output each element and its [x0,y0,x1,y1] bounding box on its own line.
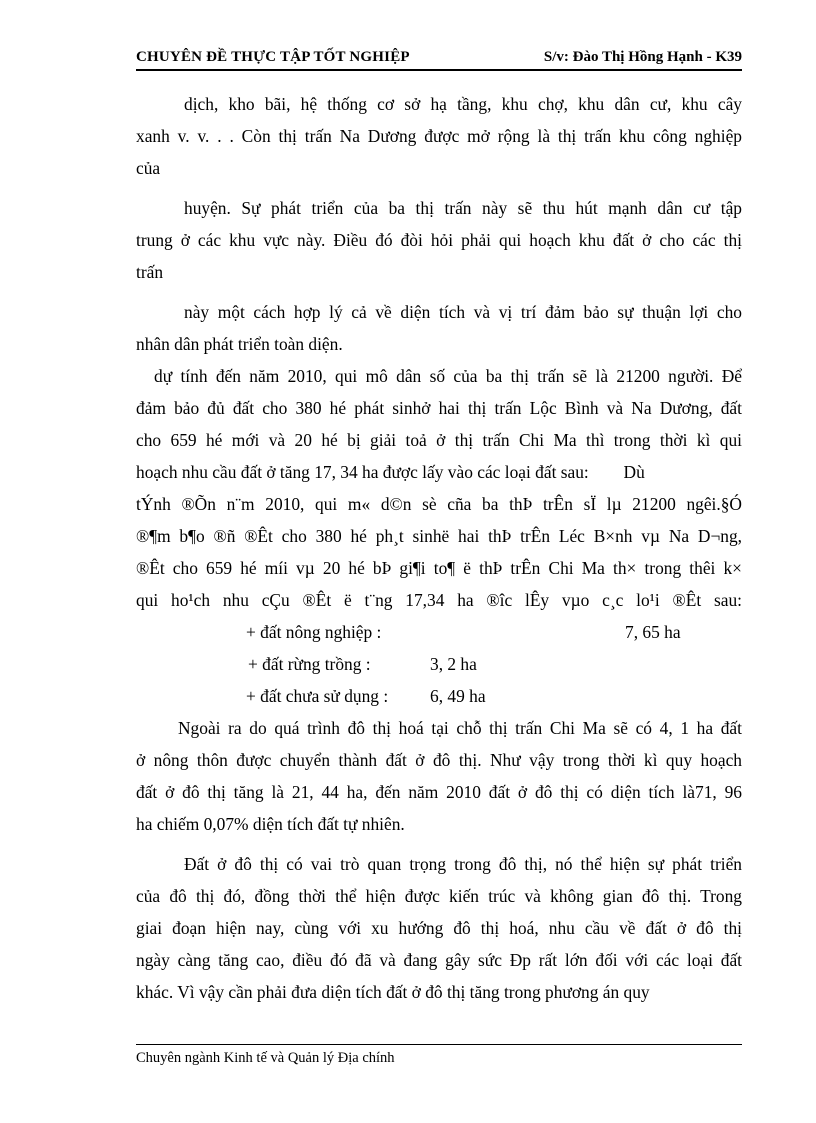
land-list-value: 3, 2 ha [430,654,477,674]
text-line: cho 659 hé mới và 20 hé bị giải toả ở thị trấn Chi Ma thì trong thời kì qui [136,430,742,450]
land-list-label: + đất chưa sử dụng : [246,686,389,706]
text-line: nhân dân phát triển toàn diện. [136,334,343,354]
text-line: dịch, kho bãi, hệ thống cơ sở hạ tầng, khu chợ, khu dân cư, khu cây [184,94,742,114]
text-line: của đô thị đó, đồng thời thể hiện được kiến trúc và không gian đô thị. Trong [136,886,742,906]
text-line: huyện. Sự phát triển của ba thị trấn này sẽ thu hút mạnh dân cư tập [184,198,742,218]
text-line: ®Êt cho 659 hé míi vµ 20 hé bÞ gi¶i to¶ ë thÞ trÊn Chi Ma th× trong thêi k× [136,558,742,578]
text-line: này một cách hợp lý cả về diện tích và vị trí đảm bảo sự thuận lợi cho [184,302,742,322]
text-line: ha chiếm 0,07% diện tích đất tự nhiên. [136,814,405,834]
text-line: Ngoài ra do quá trình đô thị hoá tại chỗ thị trấn Chi Ma sẽ có 4, 1 ha đất [178,718,742,738]
text-line: xanh v. v. . . Còn thị trấn Na Dương được mở rộng là thị trấn khu công nghiệp [136,126,742,146]
text-line: khác. Vì vậy cần phải đưa diện tích đất ở đô thị tăng trong phương án quy [136,982,650,1002]
text-line: của [136,158,161,178]
text-line: giai đoạn hiện nay, cùng với xu hướng đô thị hoá, nhu cầu về đất ở đô thị [136,918,742,938]
land-list-label: + đất rừng trồng : [248,654,371,674]
page-header [136,47,742,71]
text-line: dự tính đến năm 2010, qui mô dân số của ba thị trấn sẽ là 21200 người. Để [154,366,742,386]
footer-text: Chuyên ngành Kinh tế và Quản lý Địa chính [136,1050,395,1066]
text-line: Đất ở đô thị có vai trò quan trọng trong đô thị, nó thể hiện sự phát triển [184,854,742,874]
land-list-value: 7, 65 ha [625,622,681,642]
land-list-item [136,680,742,712]
document-body [136,88,742,1008]
text-line: ®¶m b¶o ®ñ ®Êt cho 380 hé ph¸t sinhë hai thÞ trÊn Léc B×nh vµ Na D¬ng, [136,526,742,546]
text-line: hoạch nhu cầu đất ở tăng 17, 34 ha được lấy vào các loại đất sau: Dù [136,462,645,482]
page-footer [136,1044,742,1067]
land-list-value: 6, 49 ha [430,686,486,706]
text-line: tÝnh ®Õn n¨m 2010, qui m« d©n sè cña ba thÞ trÊn sÏ lµ 21200 ngêi.§Ó [136,494,742,514]
text-line: ở nông thôn được chuyển thành đất ở đô thị. Như vậy trong thời kì quy hoạch [136,750,742,770]
text-line: đảm bảo đủ đất cho 380 hé phát sinhở hai thị trấn Lộc Bình và Na Dương, đất [136,398,742,418]
land-list-item [136,648,742,680]
text-line: trung ở các khu vực này. Điều đó đòi hỏi phải qui hoạch khu đất ở cho các thị [136,230,742,250]
land-list-label: + đất nông nghiệp : [246,622,382,642]
text-line: trấn [136,262,164,282]
header-author: S/v: Đào Thị Hồng Hạnh - K39 [543,49,742,65]
text-line: đất ở đô thị tăng là 21, 44 ha, đến năm 2010 đất ở đô thị có diện tích là71, 96 [136,782,742,802]
text-line: ngày càng tăng cao, điều đó đã và đang gây sức Ðp rất lớn đối với các loại đất [136,950,742,970]
land-list-item [136,616,742,648]
header-title: CHUYÊN ĐỀ THỰC TẬP TỐT NGHIỆP [136,49,410,65]
text-line: qui ho¹ch nhu cÇu ®Êt ë t¨ng 17,34 ha ®îc lÊy vµo c¸c lo¹i ®Êt sau: [136,590,742,610]
